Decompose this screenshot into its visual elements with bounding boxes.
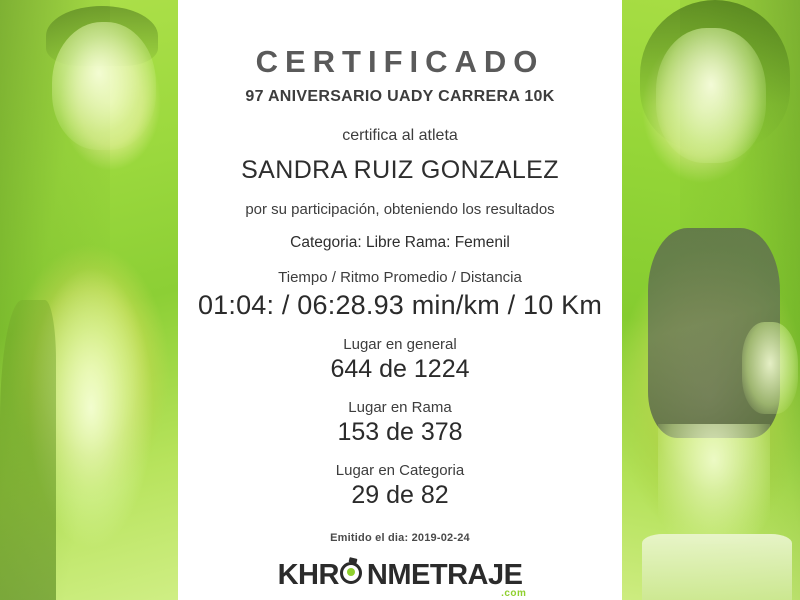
left-runner-head bbox=[52, 22, 156, 150]
time-label: Tiempo / Ritmo Promedio / Distancia bbox=[278, 269, 522, 286]
category-line: Categoria: Libre Rama: Femenil bbox=[290, 234, 510, 251]
right-runner-hand bbox=[742, 322, 798, 414]
category-place-label: Lugar en Categoria bbox=[335, 462, 465, 479]
rama-place-label: Lugar en Rama bbox=[348, 399, 452, 416]
certificate-title: CERTIFICADO bbox=[255, 44, 545, 79]
certifies-label: certifica al atleta bbox=[342, 127, 458, 144]
time-value: 01:04: / 06:28.93 min/km / 10 Km bbox=[197, 290, 603, 320]
left-runner-photo bbox=[0, 0, 178, 600]
rama-place-value: 153 de 378 bbox=[337, 418, 463, 446]
right-runner-head bbox=[656, 28, 766, 163]
general-place-value: 644 de 1224 bbox=[330, 355, 470, 383]
certificate-content bbox=[178, 0, 622, 600]
right-runner-photo bbox=[622, 0, 800, 600]
issue-date: Emitido el dia: 2019-02-24 bbox=[330, 532, 470, 544]
general-place-label: Lugar en general bbox=[343, 336, 457, 353]
khronometraje-logo[interactable] bbox=[277, 559, 527, 599]
logo-part-2: N bbox=[366, 559, 388, 591]
logo-part-1: KHR bbox=[277, 559, 339, 591]
category-place-value: 29 de 82 bbox=[351, 481, 449, 509]
left-runner-arm bbox=[0, 300, 56, 600]
logo-domain-suffix: .com bbox=[501, 588, 527, 599]
right-runner-midriff bbox=[658, 424, 770, 544]
stopwatch-icon bbox=[340, 562, 366, 588]
athlete-name: SANDRA RUIZ GONZALEZ bbox=[241, 156, 559, 184]
event-name: 97 ANIVERSARIO UADY CARRERA 10K bbox=[245, 88, 555, 105]
right-runner-shorts bbox=[642, 534, 792, 600]
logo-part-3: METRAJE bbox=[387, 559, 523, 591]
participation-text: por su participación, obteniendo los resultados bbox=[245, 201, 555, 218]
